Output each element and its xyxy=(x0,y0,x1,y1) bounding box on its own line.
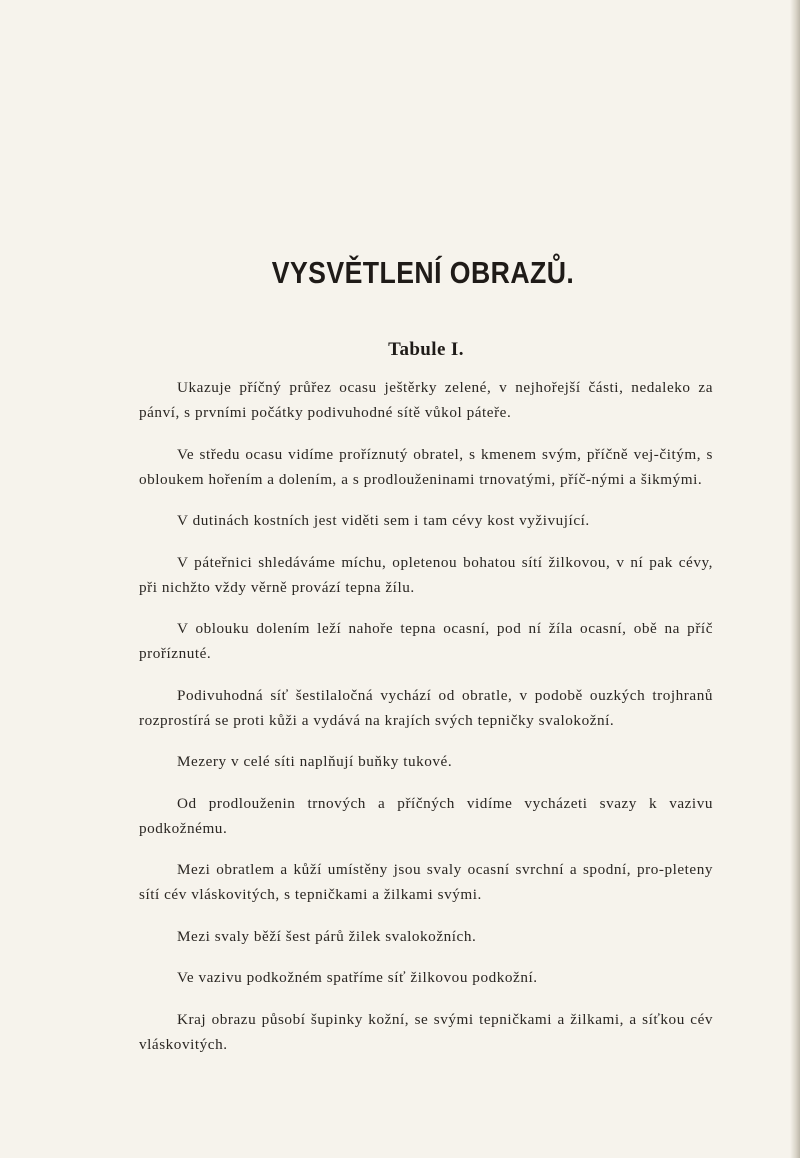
plate-heading: Tabule I. xyxy=(388,339,464,360)
paragraph: Mezi svaly běží šest párů žilek svalokožních. xyxy=(177,927,477,945)
paragraph: Mezi obratlem a kůží umístěny jsou svaly ocasní svrchní a spodní, pro-pleteny sítí cév vláskovitých, s tepničkami a žilkami svými. xyxy=(139,861,713,903)
paragraph: Podivuhodná síť šestilaločná vychází od obratle, v podobě ouzkých trojhranů rozprostírá se proti kůži a vydává na krajích svých tepničky svalokožní. xyxy=(139,686,713,729)
paragraph: V dutinách kostních jest viděti sem i tam cévy kost vyživující. xyxy=(177,512,590,529)
paragraph: Mezery v celé síti naplňují buňky tukové. xyxy=(177,753,453,770)
paragraph: Ukazuje příčný průřez ocasu ještěrky zelené, v nejhořejší části, nedaleko za pánví, s prvními počátky podivuhodné sítě vůkol páteře. xyxy=(139,379,713,421)
document-body xyxy=(139,255,713,1073)
page-title: VYSVĚTLENÍ OBRAZŮ. xyxy=(271,255,575,290)
paragraph: V oblouku dolením leží nahoře tepna ocasní, pod ní žíla ocasní, obě na příč proříznuté. xyxy=(139,620,713,662)
explanation-text xyxy=(139,375,713,1057)
paragraph: Kraj obrazu působí šupinky kožní, se svými tepničkami a žilkami, a síťkou cév vláskovitých. xyxy=(139,1010,713,1053)
paragraph: Od prodlouženin trnových a příčných vidíme vycházeti svazy k vazivu podkožnému. xyxy=(139,794,713,837)
paragraph: Ve vazivu podkožném spatříme síť žilkovou podkožní. xyxy=(177,969,538,986)
paragraph: Ve středu ocasu vidíme proříznutý obratel, s kmenem svým, příčně vej-čitým, s obloukem hořením a dolením, a s prodlouženinami trnovatými, příč-nými a šikmými. xyxy=(139,445,713,488)
paragraph: V páteřnici shledáváme míchu, opletenou bohatou sítí žilkovou, v ní pak cévy, při nichžto vždy věrně provází tepna žílu. xyxy=(139,553,713,596)
page-edge-shadow xyxy=(790,0,800,1158)
